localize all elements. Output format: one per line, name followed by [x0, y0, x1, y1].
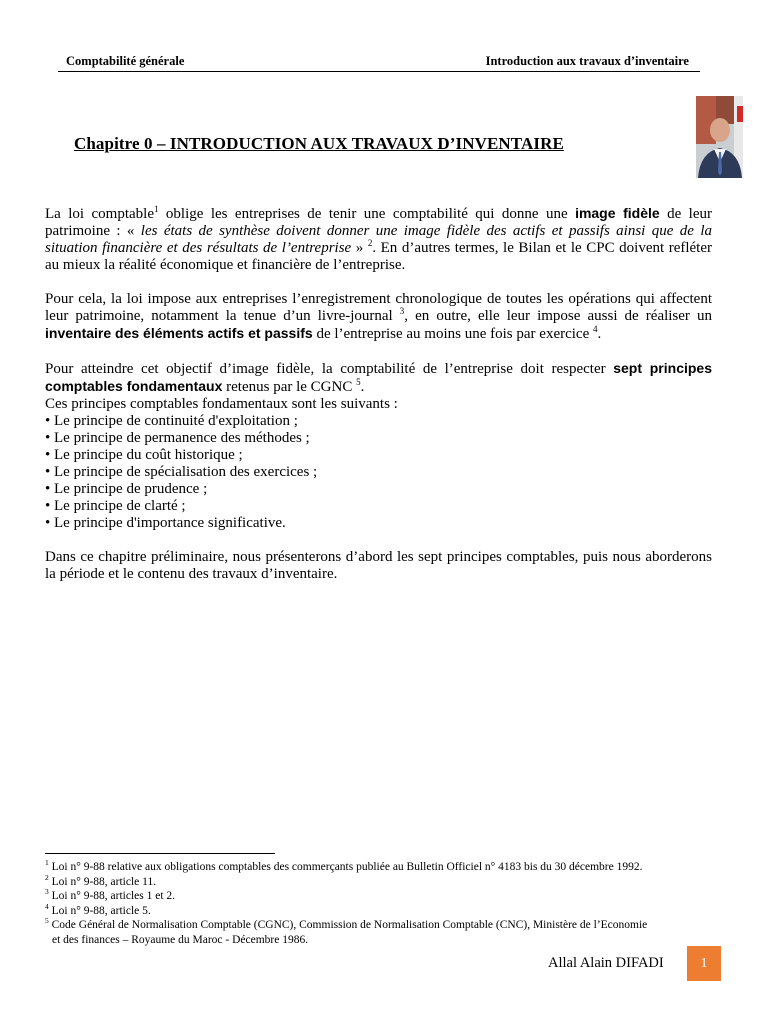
footnote-ref-5[interactable]: 5 [356, 377, 361, 387]
footnote-ref-3[interactable]: 3 [399, 306, 405, 316]
list-item: • Le principe de spécialisation des exercices ; [45, 464, 318, 480]
footnote-continuation: et des finances – Royaume du Maroc - Décembre 1986. [52, 933, 309, 946]
list-item: • Le principe du coût historique ; [45, 447, 243, 463]
principles-list [45, 413, 712, 532]
footnote-separator [45, 853, 275, 854]
paragraph-intro: La loi comptable$^1$ oblige les entreprises de tenir une comptabilité qui donne une image fidèle de leur patrimoine : « les états de synthèse doivent donner une image fidèle des actifs et passifs ainsi que de la situation financière et des résultats de l’entreprise » $^2$. En d’autres termes, le Bilan et le CPC doivent refléter au mieux la réalité économique et financière de l’entreprise. [45, 204, 712, 273]
author-photo [696, 96, 743, 178]
paragraph-law: Pour cela, la loi impose aux entreprises l’enregistrement chronologique de toutes les opérations qui affectent leur patrimoine, notamment la tenue d’un livre-journal $^3$, en outre, elle leur impose aussi de réaliser un inventaire des éléments actifs et passifs de l’entreprise au moins une fois par exercice $^4$. [45, 291, 712, 342]
footnote: $^5$ Code Général de Normalisation Comptable (CGNC), Commission de Normalisation Comptable (CNC), Ministère de l’Economie [45, 916, 648, 931]
paragraph-principles: Pour atteindre cet objectif d’image fidèle, la comptabilité de l’entreprise doit respecter sept principes comptables fondamentaux retenus par le CGNC $^5$. [45, 360, 712, 395]
chapter-title: Chapitre 0 – INTRODUCTION AUX TRAVAUX D’INVENTAIRE [74, 134, 564, 153]
footnotes [45, 860, 725, 947]
list-intro: Ces principes comptables fondamentaux sont les suivants : [45, 396, 398, 412]
list-item: • Le principe de clarté ; [45, 498, 186, 514]
footnote-ref-2[interactable]: 2 [367, 238, 373, 248]
list-item: • Le principe d'importance significative. [45, 515, 286, 531]
paragraph-conclusion: Dans ce chapitre préliminaire, nous présenterons d’abord les sept principes comptables, puis nous aborderons la période et le contenu des travaux d’inventaire. [45, 549, 712, 582]
footnote: $^2$ Loi n° 9-88, article 11. [45, 872, 157, 888]
footer-author: Allal Alain DIFADI [548, 955, 664, 971]
page-number: 1 [687, 946, 721, 981]
list-item: • Le principe de prudence ; [45, 481, 208, 497]
footnote: $^3$ Loi n° 9-88, articles 1 et 2. [45, 887, 176, 902]
body-text [45, 205, 712, 600]
footnote-ref-1[interactable]: 1 [153, 204, 159, 214]
running-header-right: Introduction aux travaux d’inventaire [485, 54, 689, 68]
header-rule [58, 71, 700, 72]
list-item: • Le principe de permanence des méthodes ; [45, 430, 310, 446]
running-header-left: Comptabilité générale [66, 54, 185, 68]
list-item: • Le principe de continuité d'exploitation ; [45, 413, 298, 429]
footnote-ref-4[interactable]: 4 [593, 324, 598, 334]
footnote: $^4$ Loi n° 9-88, article 5. [45, 901, 151, 917]
footnote: $^1$ Loi n° 9-88 relative aux obligations comptables des commerçants publiée au Bulletin Officiel n° 4183 bis du 30 décembre 1992. [45, 858, 643, 873]
